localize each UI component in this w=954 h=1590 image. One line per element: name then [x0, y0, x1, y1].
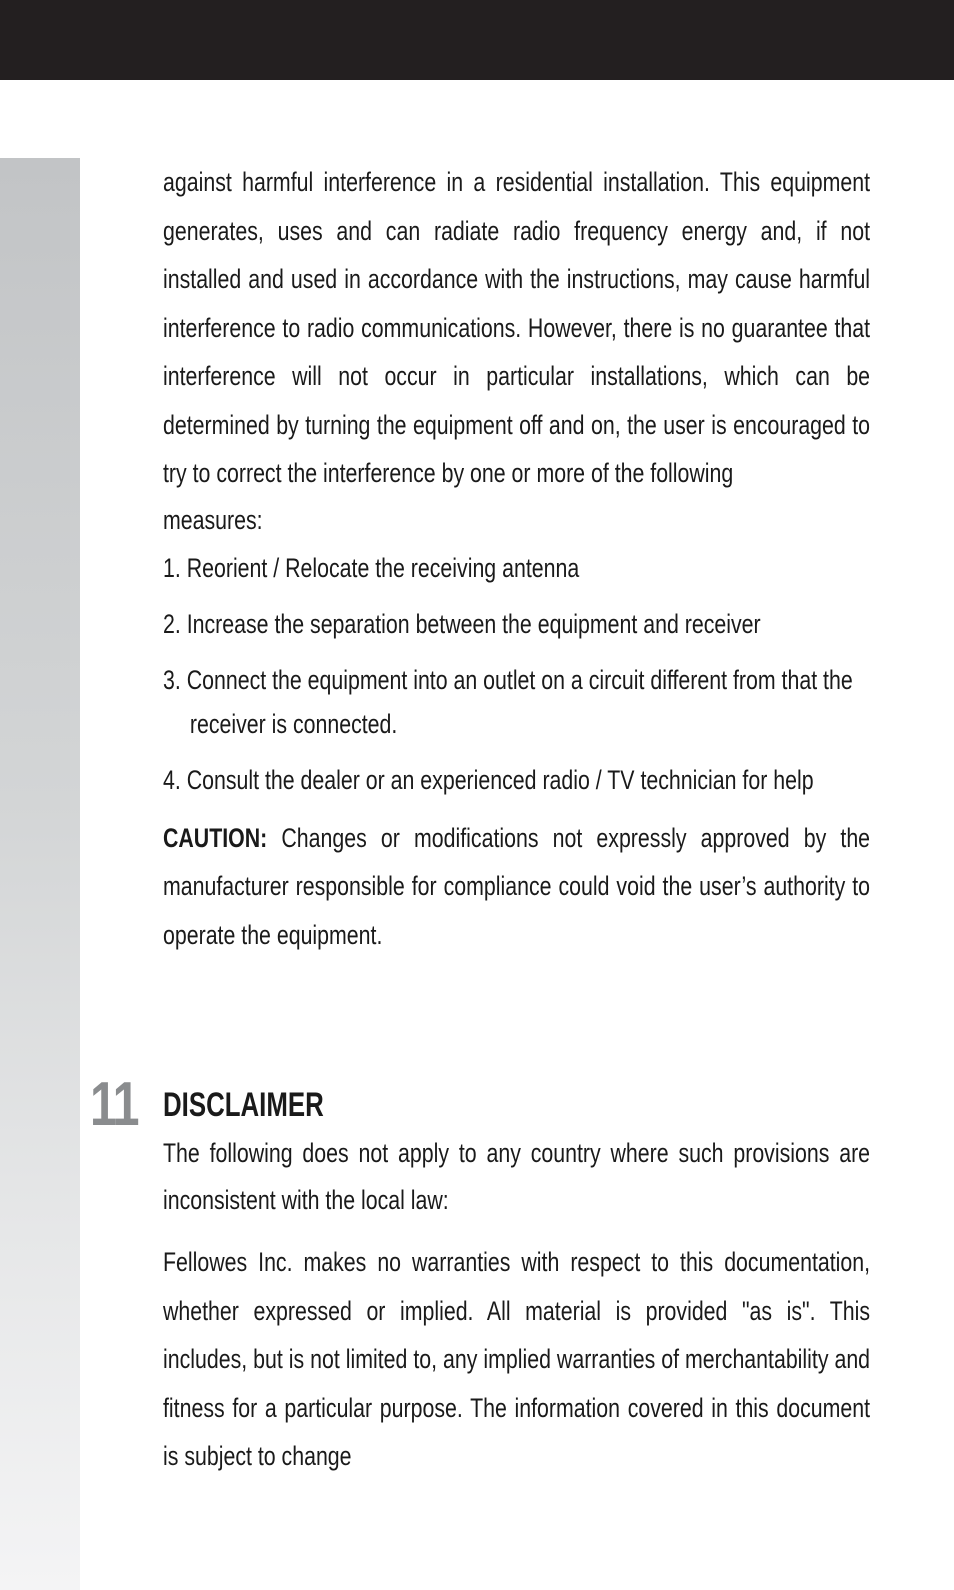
fcc-intro-paragraph: against harmful interference in a residential installation. This equipment generates, uses and can radiate radio frequency energy and, if not installed and used in accordance with the instructions, may cause harmful interference to radio communications. However, there is no guarantee that interference will not occur in particular installations, which can be determined by turning the equipment off and on, the user is encouraged to try to correct the interference by one or more of the following	[163, 167, 871, 488]
list-item: 1. Reorient / Relocate the receiving antenna	[163, 552, 580, 583]
measures-label: measures:	[163, 504, 263, 535]
disclaimer-body	[163, 1130, 870, 1481]
fcc-notice	[163, 158, 870, 959]
list-item: 2. Increase the separation between the equipment and receiver	[163, 608, 761, 639]
caution-paragraph	[163, 814, 870, 960]
top-header-bar	[0, 0, 954, 80]
disclaimer-paragraph-1: The following does not apply to any country where such provisions are inconsistent with the local law:	[163, 1138, 871, 1215]
section-title: DISCLAIMER	[163, 1086, 324, 1124]
measures-list	[163, 546, 870, 802]
list-item: 3. Connect the equipment into an outlet on a circuit different from that the receiver is connected.	[163, 664, 853, 739]
side-gradient-strip	[0, 158, 80, 1590]
section-number: 11	[90, 1070, 139, 1139]
caution-text: Changes or modifications not expressly approved by the manufacturer responsible for compliance could void the user’s authority to operate the equipment.	[163, 822, 871, 950]
caution-label: CAUTION:	[163, 822, 268, 853]
list-item: 4. Consult the dealer or an experienced radio / TV technician for help	[163, 764, 814, 795]
disclaimer-paragraph-2: Fellowes Inc. makes no warranties with respect to this documentation, whether expressed or implied. All material is provided "as is". This includes, but is not limited to, any implied warranties of merchantability and fitness for a particular purpose. The information covered in this document is subject to change	[163, 1247, 871, 1471]
